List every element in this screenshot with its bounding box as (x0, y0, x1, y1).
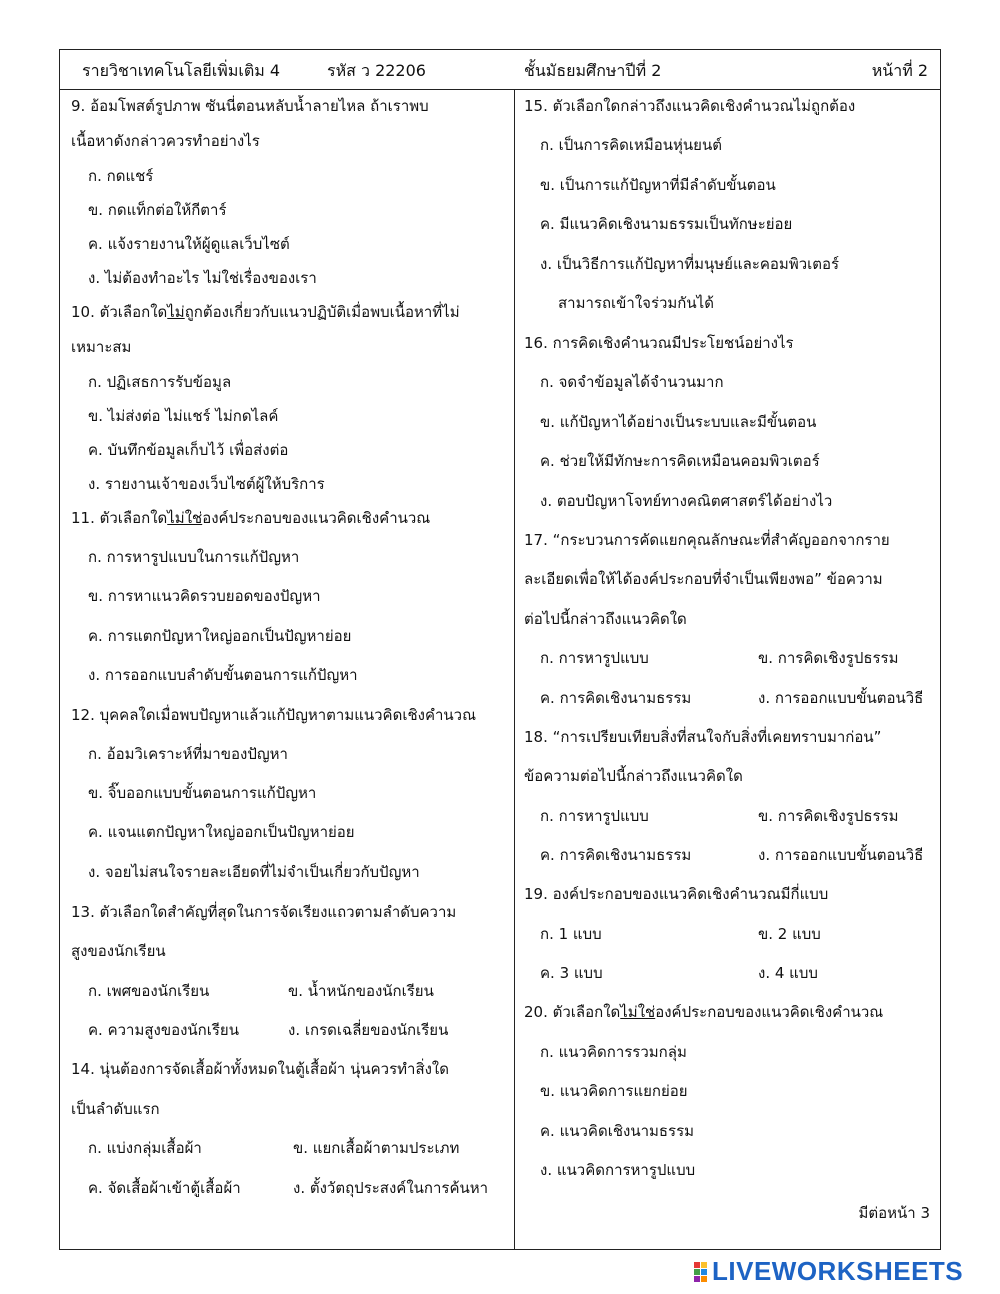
q9-option-b[interactable]: ข. กดแท็กต่อให้กีตาร์ (88, 201, 227, 219)
q11-text-underlined: ไม่ใช่ (167, 509, 203, 527)
q17-option-b[interactable]: ข. การคิดเชิงรูปธรรม (758, 649, 899, 667)
course-code: รหัส ว 22206 (327, 61, 426, 80)
q10-option-a[interactable]: ก. ปฏิเสธการรับข้อมูล (88, 373, 232, 391)
q20-text-a: 20. ตัวเลือกใด (524, 1003, 621, 1021)
question-14-text-cont: เป็นลำดับแรก (71, 1100, 160, 1118)
logo-text: LIVEWORKSHEETS (712, 1256, 964, 1286)
question-13-text: 13. ตัวเลือกใดสำคัญที่สุดในการจัดเรียงแถวตามลำดับความ (71, 903, 457, 921)
q13-option-a[interactable]: ก. เพศของนักเรียน (88, 982, 210, 1000)
question-17-text-cont: ละเอียดเพื่อให้ได้องค์ประกอบที่จำเป็นเพียงพอ” ข้อความ (524, 570, 883, 588)
q19-option-d[interactable]: ง. 4 แบบ (758, 964, 818, 982)
q10-text-underlined: ไม่ (167, 303, 185, 321)
q14-option-a[interactable]: ก. แบ่งกลุ่มเสื้อผ้า (88, 1139, 202, 1157)
q19-option-a[interactable]: ก. 1 แบบ (540, 925, 602, 943)
q17-option-d[interactable]: ง. การออกแบบขั้นตอนวิธี (758, 689, 924, 707)
q18-option-d[interactable]: ง. การออกแบบขั้นตอนวิธี (758, 846, 924, 864)
q20-option-a[interactable]: ก. แนวคิดการรวมกลุ่ม (540, 1043, 687, 1061)
q16-option-b[interactable]: ข. แก้ปัญหาได้อย่างเป็นระบบและมีขั้นตอน (540, 413, 817, 431)
question-16-text: 16. การคิดเชิงคำนวณมีประโยชน์อย่างไร (524, 334, 794, 352)
q19-option-b[interactable]: ข. 2 แบบ (758, 925, 821, 943)
q9-option-a[interactable]: ก. กดแชร์ (88, 167, 154, 185)
q11-option-b[interactable]: ข. การหาแนวคิดรวบยอดของปัญหา (88, 587, 321, 605)
continued-note: มีต่อหน้า 3 (858, 1204, 930, 1222)
q13-option-c[interactable]: ค. ความสูงของนักเรียน (88, 1021, 239, 1039)
logo-blocks-icon (694, 1262, 708, 1282)
q9-option-d[interactable]: ง. ไม่ต้องทำอะไร ไม่ใช่เรื่องของเรา (88, 269, 317, 287)
q13-option-d[interactable]: ง. เกรดเฉลี่ยของนักเรียน (288, 1021, 449, 1039)
q15-option-d-cont: สามารถเข้าใจร่วมกันได้ (558, 294, 714, 312)
q12-option-a[interactable]: ก. อ้อมวิเคราะห์ที่มาของปัญหา (88, 745, 288, 763)
q14-option-d[interactable]: ง. ตั้งวัตถุประสงค์ในการค้นหา (293, 1179, 489, 1197)
q15-option-b[interactable]: ข. เป็นการแก้ปัญหาที่มีลำดับขั้นตอน (540, 176, 776, 194)
question-14-text: 14. นุ่นต้องการจัดเสื้อผ้าทั้งหมดในตู้เสื้อผ้า นุ่นควรทำสิ่งใด (71, 1060, 449, 1078)
q15-option-c[interactable]: ค. มีแนวคิดเชิงนามธรรมเป็นทักษะย่อย (540, 215, 793, 233)
grade-level: ชั้นมัธยมศึกษาปีที่ 2 (524, 61, 662, 80)
question-17-text-cont2: ต่อไปนี้กล่าวถึงแนวคิดใด (524, 610, 687, 628)
q12-option-c[interactable]: ค. แจนแตกปัญหาใหญ่ออกเป็นปัญหาย่อย (88, 823, 355, 841)
q14-option-b[interactable]: ข. แยกเสื้อผ้าตามประเภท (293, 1139, 460, 1157)
subject-title: รายวิชาเทคโนโลยีเพิ่มเติม 4 (82, 61, 281, 80)
question-15-text: 15. ตัวเลือกใดกล่าวถึงแนวคิดเชิงคำนวณไม่ถูกต้อง (524, 97, 856, 115)
q11-text-a: 11. ตัวเลือกใด (71, 509, 168, 527)
q15-option-a[interactable]: ก. เป็นการคิดเหมือนหุ่นยนต์ (540, 136, 722, 154)
question-13-text-cont: สูงของนักเรียน (71, 942, 166, 960)
question-9-text-cont: เนื้อหาดังกล่าวควรทำอย่างไร (71, 132, 260, 150)
column-divider (514, 90, 515, 1249)
question-10-text-cont: เหมาะสม (71, 338, 132, 356)
q10-text-b: ถูกต้องเกี่ยวกับแนวปฏิบัติเมื่อพบเนื้อหาที่ไม่ (184, 303, 460, 321)
question-18-text-cont: ข้อความต่อไปนี้กล่าวถึงแนวคิดใด (524, 767, 743, 785)
q20-text-underlined: ไม่ใช่ (620, 1003, 656, 1021)
q10-text-a: 10. ตัวเลือกใด (71, 303, 168, 321)
q9-option-c[interactable]: ค. แจ้งรายงานให้ผู้ดูแลเว็บไซต์ (88, 235, 290, 253)
q20-option-b[interactable]: ข. แนวคิดการแยกย่อย (540, 1082, 688, 1100)
q12-option-d[interactable]: ง. จอยไม่สนใจรายละเอียดที่ไม่จำเป็นเกี่ยวกับปัญหา (88, 863, 420, 881)
q17-option-c[interactable]: ค. การคิดเชิงนามธรรม (540, 689, 692, 707)
question-9-text: 9. อ้อมโพสต์รูปภาพ ซันนี่ตอนหลับน้ำลายไหล ถ้าเราพบ (71, 97, 429, 115)
q11-option-a[interactable]: ก. การหารูปแบบในการแก้ปัญหา (88, 548, 300, 566)
q15-option-d[interactable]: ง. เป็นวิธีการแก้ปัญหาที่มนุษย์และคอมพิวเตอร์ (540, 255, 840, 273)
question-19-text: 19. องค์ประกอบของแนวคิดเชิงคำนวณมีกี่แบบ (524, 885, 829, 903)
question-20-text (524, 1002, 883, 1022)
q16-option-a[interactable]: ก. จดจำข้อมูลได้จำนวนมาก (540, 373, 724, 391)
q16-option-d[interactable]: ง. ตอบปัญหาโจทย์ทางคณิตศาสตร์ได้อย่างไว (540, 492, 833, 510)
q10-option-c[interactable]: ค. บันทึกข้อมูลเก็บไว้ เพื่อส่งต่อ (88, 441, 289, 459)
q14-option-c[interactable]: ค. จัดเสื้อผ้าเข้าตู้เสื้อผ้า (88, 1179, 241, 1197)
question-10-text (71, 302, 460, 322)
q11-option-c[interactable]: ค. การแตกปัญหาใหญ่ออกเป็นปัญหาย่อย (88, 627, 352, 645)
q11-option-d[interactable]: ง. การออกแบบลำดับขั้นตอนการแก้ปัญหา (88, 666, 358, 684)
q20-option-d[interactable]: ง. แนวคิดการหารูปแบบ (540, 1161, 696, 1179)
q12-option-b[interactable]: ข. จิ๊บออกแบบขั้นตอนการแก้ปัญหา (88, 784, 317, 802)
q20-option-c[interactable]: ค. แนวคิดเชิงนามธรรม (540, 1122, 695, 1140)
q18-option-b[interactable]: ข. การคิดเชิงรูปธรรม (758, 807, 899, 825)
q18-option-c[interactable]: ค. การคิดเชิงนามธรรม (540, 846, 692, 864)
question-12-text: 12. บุคคลใดเมื่อพบปัญหาแล้วแก้ปัญหาตามแนวคิดเชิงคำนวณ (71, 706, 477, 724)
question-18-text: 18. “การเปรียบเทียบสิ่งที่สนใจกับสิ่งที่เคยทราบมาก่อน” (524, 728, 882, 746)
question-11-text (71, 508, 430, 528)
q16-option-c[interactable]: ค. ช่วยให้มีทักษะการคิดเหมือนคอมพิวเตอร์ (540, 452, 820, 470)
q20-text-b: องค์ประกอบของแนวคิดเชิงคำนวณ (655, 1003, 884, 1021)
q19-option-c[interactable]: ค. 3 แบบ (540, 964, 603, 982)
q10-option-d[interactable]: ง. รายงานเจ้าของเว็บไซต์ผู้ให้บริการ (88, 475, 325, 493)
q17-option-a[interactable]: ก. การหารูปแบบ (540, 649, 649, 667)
q18-option-a[interactable]: ก. การหารูปแบบ (540, 807, 649, 825)
question-17-text: 17. “กระบวนการคัดแยกคุณลักษณะที่สำคัญออกจากราย (524, 531, 890, 549)
q13-option-b[interactable]: ข. น้ำหนักของนักเรียน (288, 982, 434, 1000)
q10-option-b[interactable]: ข. ไม่ส่งต่อ ไม่แชร์ ไม่กดไลค์ (88, 407, 279, 425)
page-number: หน้าที่ 2 (871, 61, 928, 80)
worksheet-header (60, 50, 940, 90)
q11-text-b: องค์ประกอบของแนวคิดเชิงคำนวณ (202, 509, 431, 527)
